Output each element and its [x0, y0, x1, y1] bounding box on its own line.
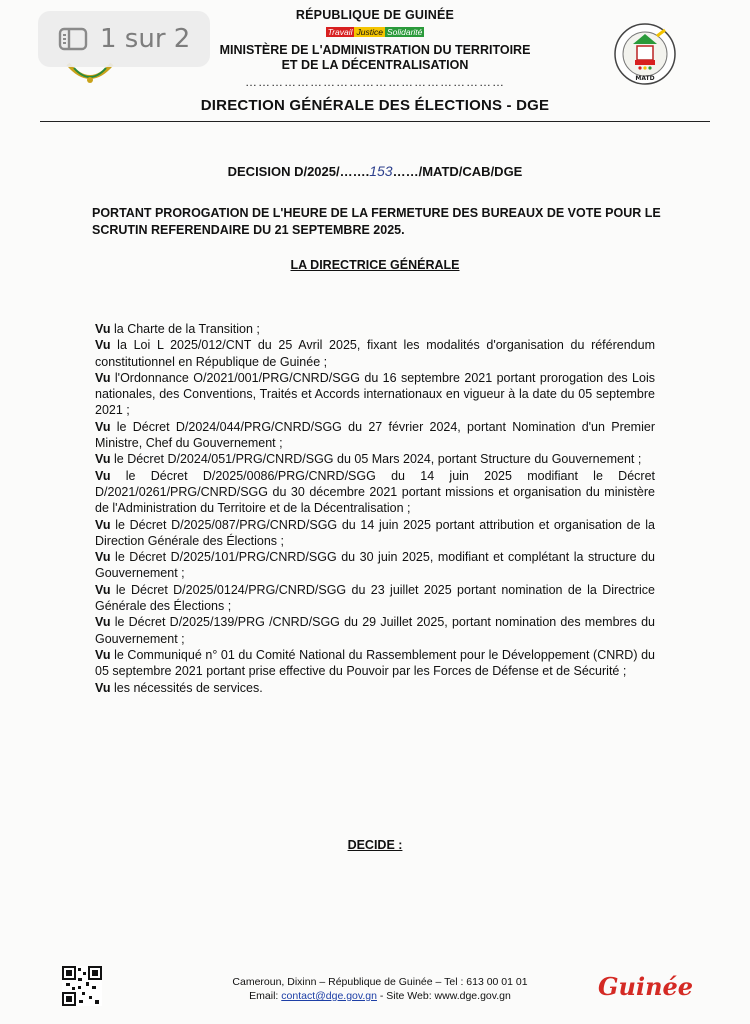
matd-seal-icon [613, 22, 677, 86]
vu-item [95, 680, 655, 696]
vu-text: le Décret D/2025/087/PRG/CNRD/SGG du 14 juin 2025 portant attribution et organisation de la Direction Générale des Élections ; [95, 517, 655, 548]
document-footer [180, 975, 580, 1003]
republic-name: RÉPUBLIQUE DE GUINÉE [295, 8, 455, 22]
vu-item [95, 614, 655, 647]
vu-item [95, 468, 655, 517]
vu-keyword: Vu [95, 468, 111, 483]
vu-keyword: Vu [95, 419, 111, 434]
vu-item [95, 419, 655, 452]
national-motto: Travail Justice Solidarité [327, 27, 423, 37]
decide-heading: DECIDE : [347, 838, 403, 852]
vu-text: le Décret D/2024/044/PRG/CNRD/SGG du 27 février 2024, portant Nomination d'un Premier Ministre, Chef du Gouvernement ; [95, 419, 655, 451]
vu-keyword: Vu [95, 615, 111, 630]
vu-item [95, 549, 655, 582]
vu-keyword: Vu [95, 680, 111, 695]
vu-item [95, 337, 655, 370]
guinee-brand-logo: Guinée [598, 972, 694, 1001]
vu-text: le Décret D/2025/0124/PRG/CNRD/SGG du 23 juillet 2025 portant nomination de la Directrice Générale des Élections ; [95, 582, 655, 614]
vu-item [95, 370, 655, 419]
decision-number: DECISION D/2025/…….153……/MATD/CAB/DGE [227, 163, 523, 179]
document-header [160, 4, 590, 87]
vu-keyword: Vu [95, 338, 111, 353]
vu-text: les nécessités de services. [110, 680, 263, 695]
svg-text:MATD: MATD [635, 75, 655, 82]
vu-keyword: Vu [95, 452, 111, 467]
vu-text: la Charte de la Transition ; [110, 322, 260, 336]
vu-keyword: Vu [95, 322, 111, 336]
page-indicator-label: 1 sur 2 [100, 24, 191, 54]
handwritten-number: 153 [369, 163, 393, 179]
vu-keyword: Vu [95, 550, 111, 565]
email-link[interactable]: contact@dge.gov.gn [281, 990, 377, 1002]
vu-text: la Loi L 2025/012/CNT du 25 Avril 2025, fixant les modalités d'organisation du référendum constitutionnel en République de Guinée ; [95, 338, 655, 369]
page-indicator[interactable] [38, 11, 210, 67]
footer-contact: Email: contact@dge.gov.gn - Site Web: www.dge.gov.gn [249, 990, 511, 1002]
vu-text: le Décret D/2025/139/PRG /CNRD/SGG du 29 Juillet 2025, portant nomination des membres du Gouvernement ; [95, 615, 655, 646]
vu-keyword: Vu [95, 517, 111, 532]
direction-title: DIRECTION GÉNÉRALE DES ÉLECTIONS - DGE [200, 97, 550, 114]
vu-item [95, 321, 655, 337]
footer-address: Cameroun, Dixinn – République de Guinée – Tel : 613 00 01 01 [232, 976, 528, 988]
vu-keyword: Vu [95, 582, 111, 597]
vu-text: le Communiqué n° 01 du Comité National du Rassemblement pour le Développement (CNRD) du 05 septembre 2021 portant prise effective du Pouvoir par les Forces de Défense et de Sécurité ; [95, 647, 655, 679]
header-divider [40, 121, 710, 122]
authority-title: LA DIRECTRICE GÉNÉRALE [290, 258, 460, 272]
vu-list [95, 321, 655, 696]
vu-item [95, 451, 655, 467]
header-separator: …………………………………………………… [245, 75, 505, 89]
vu-text: le Décret D/2025/0086/PRG/CNRD/SGG du 14 juin 2025 modifiant le Décret D/2021/0261/PRG/CNRD/SGG du 30 décembre 2021 portant missions et organisation du ministère de l'Administration du Territoire et de la Décentralisation ; [95, 468, 655, 516]
vu-item [95, 517, 655, 550]
vu-item [95, 647, 655, 680]
vu-keyword: Vu [95, 370, 111, 385]
qr-code-icon [62, 966, 102, 1006]
decision-subject: PORTANT PROROGATION DE L'HEURE DE LA FERMETURE DES BUREAUX DE VOTE POUR LE SCRUTIN REFERENDAIRE DU 21 SEPTEMBRE 2025. [92, 206, 661, 237]
ministry-name: MINISTÈRE DE L'ADMINISTRATION DU TERRITOIRE ET DE LA DÉCENTRALISATION [219, 43, 531, 72]
vu-text: l'Ordonnance O/2021/001/PRG/CNRD/SGG du 16 septembre 2021 portant prorogation des Lois nationales, des Conventions, Traités et Accords internationaux en vigueur à la date du 05 septembre 2021 ; [95, 370, 655, 418]
vu-item [95, 582, 655, 615]
vu-keyword: Vu [95, 647, 111, 662]
vu-text: le Décret D/2025/101/PRG/CNRD/SGG du 30 juin 2025, modifiant et complétant la structure du Gouvernement ; [95, 550, 655, 581]
vu-text: le Décret D/2024/051/PRG/CNRD/SGG du 05 Mars 2024, portant Structure du Gouvernement ; [110, 452, 642, 467]
sidebar-toggle-icon[interactable] [58, 27, 88, 51]
